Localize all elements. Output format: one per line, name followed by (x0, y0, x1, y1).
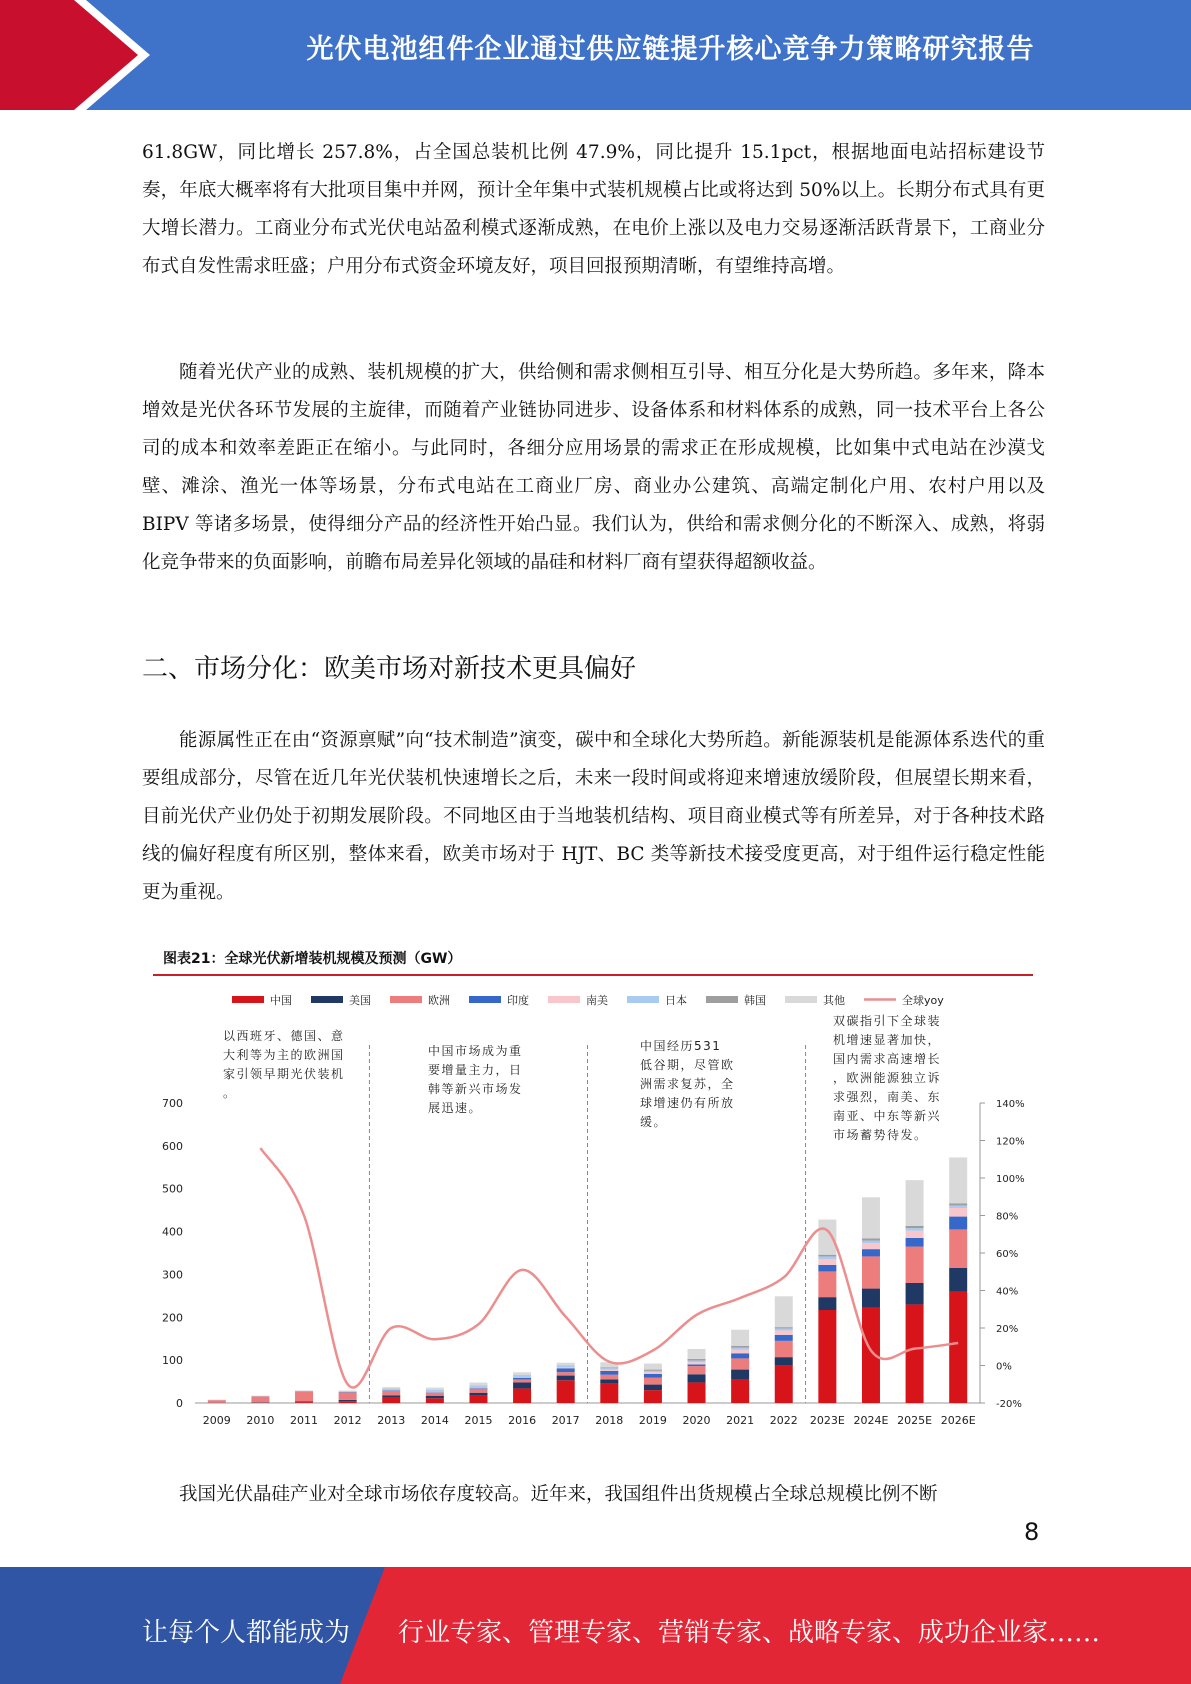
annotation-3: 缓。 (640, 1115, 668, 1129)
bar-欧洲-2023E (818, 1271, 836, 1297)
bar-日本-2024E (862, 1241, 880, 1244)
bar-印度-2026E (949, 1217, 967, 1230)
legend-label-4: 南美 (586, 994, 608, 1007)
bar-中国-2017 (557, 1380, 575, 1403)
x-tick-label: 2018 (595, 1414, 624, 1427)
bar-印度-2022 (775, 1335, 793, 1341)
legend-label-3: 印度 (507, 994, 529, 1007)
y2-tick-label: 140% (996, 1099, 1025, 1110)
page-header (0, 0, 1191, 110)
bar-中国-2018 (600, 1384, 618, 1403)
x-tick-label: 2023E (809, 1414, 845, 1427)
bar-中国-2014 (426, 1398, 444, 1403)
x-tick-label: 2015 (464, 1414, 493, 1427)
bar-美国-2024E (862, 1289, 880, 1308)
annotation-4: 求强烈，南美、东 (833, 1090, 942, 1104)
bar-韩国-2022 (775, 1327, 793, 1328)
bar-韩国-2023E (818, 1255, 836, 1257)
bar-韩国-2024E (862, 1238, 880, 1240)
y-tick-label: 200 (162, 1311, 183, 1325)
bar-印度-2025E (906, 1238, 924, 1247)
bar-美国-2021 (731, 1370, 749, 1380)
bar-其他-2014 (426, 1388, 444, 1390)
bar-中国-2013 (382, 1397, 400, 1403)
bar-韩国-2025E (906, 1226, 924, 1228)
bar-印度-2021 (731, 1353, 749, 1358)
bar-美国-2025E (906, 1283, 924, 1304)
bar-印度-2017 (557, 1368, 575, 1372)
bar-日本-2022 (775, 1328, 793, 1330)
bar-中国-2023E (818, 1310, 836, 1403)
annotation-3: 洲需求复苏，全 (640, 1077, 735, 1091)
bar-欧洲-2019 (644, 1378, 662, 1385)
bar-印度-2018 (600, 1371, 618, 1375)
x-tick-label: 2016 (508, 1414, 537, 1427)
legend-label-5: 日本 (665, 994, 687, 1007)
header-red-chevron (0, 0, 150, 110)
legend-label-1: 美国 (349, 994, 371, 1007)
bar-印度-2020 (688, 1364, 706, 1366)
bar-日本-2023E (818, 1256, 836, 1259)
paragraph-3: 能源属性正在由“资源禀赋”向“技术制造”演变，碳中和全球化大势所趋。新能源装机是能源体系迭代的重要组成部分，尽管在近几年光伏装机快速增长之后，未来一段时间或将迎来增速放缓阶段，但展望长期来看，目前光伏产业仍处于初期发展阶段。不同地区由于当地装机结构、项目商业模式等有所差异，对于各种技术路线的偏好程度有所区别，整体来看，欧美市场对于 HJT、BC 类等新技术接受度更高，对于组件运行稳定性能更为重视。 (142, 730, 1045, 903)
x-tick-label: 2021 (726, 1414, 755, 1427)
bar-其他-2024E (862, 1197, 880, 1238)
bar-其他-2016 (513, 1372, 531, 1375)
annotation-2: 要增量主力，日 (428, 1063, 523, 1077)
bar-中国-2022 (775, 1366, 793, 1403)
annotation-2: 展迅速。 (428, 1101, 483, 1115)
bar-欧洲-2024E (862, 1256, 880, 1288)
bar-日本-2025E (906, 1228, 924, 1231)
installed-capacity-chart (150, 980, 1040, 1430)
annotation-1: 以西班牙、德国、意 (223, 1029, 345, 1043)
section-heading: 二、市场分化：欧美市场对新技术更具偏好 (142, 654, 637, 684)
bar-日本-2021 (731, 1348, 749, 1350)
report-title: 光伏电池组件企业通过供应链提升核心竞争力策略研究报告 (306, 34, 1035, 65)
paragraph-2: 随着光伏产业的成熟、装机规模的扩大，供给侧和需求侧相互引导、相互分化是大势所趋。多年来，降本增效是光伏各环节发展的主旋律，而随着产业链协同进步、设备体系和材料体系的成熟，同一技术平台上各公司的成本和效率差距正在缩小。与此同时，各细分应用场景的需求正在形成规模，比如集中式电站在沙漠戈壁、滩涂、渔光一体等场景，分布式电站在工商业厂房、商业办公建筑、高端定制化户用、农村户用以及 BIPV 等诸多场景，使得细分产品的经济性开始凸显。我们认为，供给和需求侧分化的不断深入、成熟，将弱化竞争带来的负面影响，前瞻布局差异化领域的晶硅和材料厂商有望获得超额收益。 (142, 362, 1045, 573)
bar-中国-2020 (688, 1382, 706, 1403)
chart-caption: 图表21：全球光伏新增装机规模及预测（GW） (163, 951, 462, 967)
bar-日本-2018 (600, 1368, 618, 1369)
bar-其他-2026E (949, 1157, 967, 1203)
bar-日本-2013 (382, 1389, 400, 1391)
y2-tick-label: 20% (996, 1324, 1019, 1335)
bar-日本-2020 (688, 1361, 706, 1363)
annotation-4: 双碳指引下全球装 (833, 1014, 942, 1028)
bar-日本-2011 (295, 1391, 313, 1392)
bar-美国-2017 (557, 1376, 575, 1381)
bar-其他-2025E (906, 1180, 924, 1226)
bar-美国-2012 (339, 1400, 357, 1401)
bar-日本-2015 (469, 1386, 487, 1388)
annotation-1: 大利等为主的欧洲国 (223, 1048, 345, 1062)
annotation-4: 市场蓄势待发。 (833, 1128, 928, 1142)
annotation-4: 南亚、中东等新兴 (833, 1109, 942, 1123)
bar-南美-2021 (731, 1350, 749, 1353)
legend-swatch-7 (785, 996, 817, 1003)
bar-中国-2021 (731, 1379, 749, 1403)
y-tick-label: 0 (176, 1397, 183, 1410)
bar-美国-2022 (775, 1357, 793, 1366)
bar-中国-2011 (295, 1402, 313, 1403)
bar-欧洲-2022 (775, 1341, 793, 1357)
bar-印度-2015 (469, 1388, 487, 1389)
yoy-line (260, 1148, 958, 1388)
annotation-2: 中国市场成为重 (428, 1044, 523, 1058)
bar-南美-2020 (688, 1362, 706, 1364)
y2-tick-label: 120% (996, 1136, 1025, 1148)
bar-日本-2019 (644, 1371, 662, 1372)
bar-欧洲-2017 (557, 1372, 575, 1375)
bar-其他-2020 (688, 1349, 706, 1359)
annotation-2: 韩等新兴市场发 (428, 1082, 523, 1096)
legend-swatch-2 (390, 996, 422, 1003)
footer-slogan-right: 行业专家、管理专家、营销专家、战略专家、成功企业家…… (398, 1618, 1101, 1648)
bar-美国-2014 (426, 1396, 444, 1399)
x-tick-label: 2014 (420, 1414, 449, 1427)
annotation-3: 球增速仍有所放 (640, 1096, 735, 1110)
y-tick-label: 400 (162, 1225, 183, 1239)
x-tick-label: 2017 (551, 1414, 580, 1427)
bar-印度-2023E (818, 1265, 836, 1271)
legend-label-8: 全球yoy (902, 994, 944, 1007)
bar-南美-2019 (644, 1372, 662, 1374)
x-tick-label: 2013 (377, 1414, 406, 1427)
bar-其他-2021 (731, 1330, 749, 1346)
annotation-4: 国内需求高速增长 (833, 1052, 942, 1066)
legend-swatch-0 (232, 996, 264, 1003)
bar-欧洲-2020 (688, 1366, 706, 1374)
legend-swatch-5 (627, 996, 659, 1003)
x-tick-label: 2011 (290, 1414, 319, 1427)
bar-美国-2018 (600, 1379, 618, 1383)
legend-swatch-4 (548, 996, 580, 1003)
page-number: 8 (1024, 1518, 1040, 1546)
bar-南美-2025E (906, 1231, 924, 1238)
annotation-3: 低谷期，尽管欧 (640, 1058, 735, 1072)
bar-日本-2026E (949, 1205, 967, 1208)
bar-欧洲-2026E (949, 1229, 967, 1268)
annotation-3: 中国经历531 (640, 1039, 722, 1053)
bar-南美-2018 (600, 1370, 618, 1371)
bar-韩国-2018 (600, 1367, 618, 1368)
x-tick-label: 2020 (682, 1414, 711, 1427)
y-tick-label: 700 (162, 1097, 183, 1110)
y2-tick-label: 60% (996, 1249, 1019, 1260)
bar-日本-2014 (426, 1390, 444, 1392)
annotation-1: 。 (223, 1086, 237, 1100)
bar-美国-2016 (513, 1382, 531, 1388)
bar-其他-2019 (644, 1364, 662, 1370)
bar-南美-2023E (818, 1259, 836, 1265)
bar-欧洲-2018 (600, 1375, 618, 1380)
x-tick-label: 2022 (769, 1414, 798, 1427)
bar-其他-2015 (469, 1383, 487, 1386)
bar-美国-2015 (469, 1393, 487, 1396)
bar-中国-2016 (513, 1388, 531, 1403)
bar-欧洲-2021 (731, 1358, 749, 1369)
bar-南美-2022 (775, 1331, 793, 1335)
bar-日本-2017 (557, 1366, 575, 1368)
x-tick-label: 2012 (333, 1414, 362, 1427)
legend-swatch-1 (311, 996, 343, 1003)
bar-美国-2020 (688, 1374, 706, 1382)
bar-欧洲-2013 (382, 1391, 400, 1395)
bar-日本-2016 (513, 1375, 531, 1377)
bar-中国-2012 (339, 1401, 357, 1403)
y-tick-label: 500 (162, 1182, 183, 1196)
bar-中国-2026E (949, 1292, 967, 1403)
bar-印度-2019 (644, 1374, 662, 1378)
bar-南美-2024E (862, 1243, 880, 1249)
bar-美国-2013 (382, 1395, 400, 1397)
bar-欧洲-2012 (339, 1393, 357, 1400)
bar-欧洲-2011 (295, 1391, 313, 1401)
legend-label-7: 其他 (823, 994, 845, 1007)
y2-tick-label: 80% (996, 1211, 1019, 1223)
x-tick-label: 2024E (853, 1414, 889, 1427)
annotation-1: 家引领早期光伏装机 (223, 1067, 345, 1081)
x-tick-label: 2026E (940, 1414, 976, 1427)
bar-其他-2017 (557, 1363, 575, 1366)
bar-美国-2019 (644, 1385, 662, 1391)
bar-欧洲-2016 (513, 1379, 531, 1382)
bar-中国-2015 (469, 1396, 487, 1403)
y-tick-label: 600 (162, 1139, 183, 1153)
legend-label-0: 中国 (270, 994, 292, 1007)
chart-caption-rule (153, 974, 1033, 976)
y2-tick-label: 40% (996, 1286, 1019, 1298)
bar-韩国-2021 (731, 1346, 749, 1348)
x-tick-label: 2009 (202, 1414, 231, 1427)
bar-美国-2023E (818, 1297, 836, 1310)
footer-slogan-left: 让每个人都能成为 (142, 1618, 351, 1648)
bar-南美-2026E (949, 1208, 967, 1217)
bar-日本-2012 (339, 1391, 357, 1392)
bar-其他-2012 (339, 1391, 357, 1392)
annotation-4: 机增速显著加快， (833, 1033, 942, 1047)
bar-美国-2026E (949, 1268, 967, 1292)
legend-label-2: 欧洲 (428, 994, 450, 1007)
legend-swatch-3 (469, 996, 501, 1003)
legend-label-6: 韩国 (744, 994, 766, 1007)
y2-tick-label: -20% (996, 1399, 1022, 1410)
y2-tick-label: 100% (996, 1174, 1025, 1185)
bar-欧洲-2014 (426, 1393, 444, 1396)
paragraph-4: 我国光伏晶硅产业对全球市场依存度较高。近年来，我国组件出货规模占全球总规模比例不断 (179, 1484, 938, 1505)
bar-欧洲-2015 (469, 1389, 487, 1392)
x-tick-label: 2025E (897, 1414, 933, 1427)
bar-其他-2022 (775, 1296, 793, 1327)
legend-swatch-6 (706, 996, 738, 1003)
bar-中国-2025E (906, 1304, 924, 1403)
bar-韩国-2026E (949, 1203, 967, 1205)
bar-南美-2017 (557, 1367, 575, 1368)
annotation-4: ，欧洲能源独立诉 (833, 1071, 942, 1085)
bar-其他-2013 (382, 1387, 400, 1388)
bar-韩国-2019 (644, 1370, 662, 1371)
y-tick-label: 300 (162, 1268, 183, 1282)
bar-印度-2024E (862, 1249, 880, 1256)
y-tick-label: 100 (162, 1354, 183, 1368)
x-tick-label: 2019 (638, 1414, 667, 1427)
x-tick-label: 2010 (246, 1414, 275, 1427)
bar-欧洲-2025E (906, 1247, 924, 1283)
bar-中国-2019 (644, 1390, 662, 1403)
bar-欧洲-2010 (251, 1396, 269, 1402)
bar-韩国-2020 (688, 1359, 706, 1361)
bar-印度-2016 (513, 1378, 531, 1380)
bar-美国-2011 (295, 1401, 313, 1402)
bar-其他-2023E (818, 1220, 836, 1255)
y2-tick-label: 0% (996, 1361, 1012, 1373)
bar-欧洲-2009 (208, 1400, 226, 1403)
paragraph-1: 61.8GW，同比增长 257.8%，占全国总装机比例 47.9%，同比提升 15.1pct，根据地面电站招标建设节奏，年底大概率将有大批项目集中并网，预计全年集中式装机规模占比或将达到 50%以上。长期分布式具有更大增长潜力。工商业分布式光伏电站盈利模式逐渐成熟，在电价上涨以及电力交易逐渐活跃背景下，工商业分布式自发性需求旺盛；户用分布式资金环境友好，项目回报预期清晰，有望维持高增。 (142, 142, 1045, 277)
